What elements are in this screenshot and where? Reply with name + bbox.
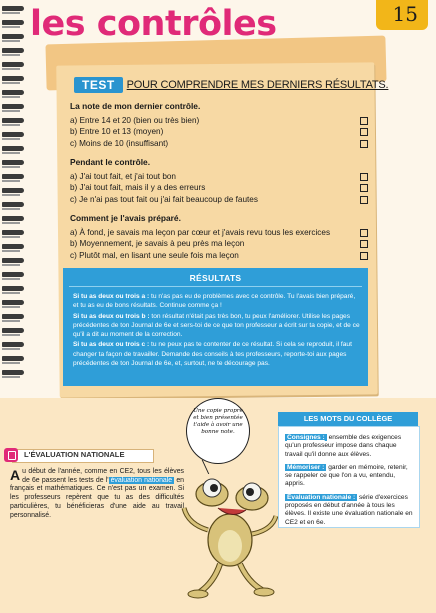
document-icon [4, 448, 18, 462]
checkbox[interactable] [360, 252, 368, 260]
option-row[interactable] [70, 115, 370, 127]
result-lead: Si tu as deux ou trois b : [73, 312, 150, 320]
checkbox[interactable] [360, 240, 368, 248]
checkbox[interactable] [360, 117, 368, 125]
question-heading: La note de mon dernier contrôle. [70, 101, 201, 111]
checkbox[interactable] [360, 140, 368, 148]
glossary-term: Évaluation nationale : [287, 493, 356, 501]
result-body: ton résultat n'était pas très bon, tu peux l'améliorer. Utilise les pages précédentes de ton Journal de 6e et sers-toi de ce que ton professeur a écrit sur ta copie, et de ce qu'il a dit au moment de la correction. [73, 312, 360, 339]
option-label: b) J'ai tout fait, mais il y a des erreurs [70, 183, 206, 192]
option-row[interactable] [70, 182, 370, 194]
evaluation-text [10, 468, 184, 520]
option-label: a) À fond, je savais ma leçon par cœur et j'avais revu tous les exercices [70, 227, 331, 237]
question-pendant [70, 157, 370, 205]
page-number-tab [376, 0, 428, 30]
glossary-term: Consignes : [287, 434, 325, 441]
glossary-entry [285, 434, 415, 459]
option-label: b) Entre 10 et 13 (moyen) [70, 127, 164, 136]
results-divider [69, 286, 362, 287]
checkbox[interactable] [360, 229, 368, 237]
option-label: a) Entre 14 et 20 (bien ou très bien) [70, 115, 200, 125]
result-item [73, 292, 361, 311]
question-heading: Comment je l'avais préparé. [70, 213, 181, 223]
option-row[interactable] [70, 138, 370, 150]
results-title: RÉSULTATS [189, 273, 242, 283]
page-number: 15 [392, 2, 418, 26]
evaluation-highlight: évaluation nationale [110, 476, 173, 484]
results-text [73, 292, 361, 369]
glossary-term: Mémoriser : [287, 463, 325, 471]
option-label: a) J'ai tout fait, et j'ai tout bon [70, 171, 176, 181]
option-row[interactable] [70, 126, 370, 138]
glossary-entry [285, 494, 415, 527]
result-item [73, 312, 361, 340]
evaluation-heading: L'ÉVALUATION NATIONALE [24, 450, 125, 459]
checkbox[interactable] [360, 184, 368, 192]
checkbox[interactable] [360, 173, 368, 181]
question-heading: Pendant le contrôle. [70, 157, 151, 167]
test-badge: TEST [74, 77, 123, 93]
evaluation-text-1: u début de l'année, comme en CE2, tous les élèves de 6e passent les tests de l' [22, 468, 184, 484]
result-item [73, 340, 361, 368]
checkbox[interactable] [360, 128, 368, 136]
question-preparation [70, 213, 370, 261]
option-row[interactable] [70, 171, 370, 183]
drop-cap: A [10, 467, 21, 483]
checkbox[interactable] [360, 196, 368, 204]
speech-bubble-text: Une copie propre et bien présentée t'aide à avoir une bonne note. [193, 408, 243, 435]
evaluation-text-2: en français et mathématiques. Ce n'est pas un examen. Si les professeurs repèrent que tu as des difficultés particulières, tu bénéficieras d'une aide au travail personnalisé. [10, 476, 184, 519]
option-label: c) Je n'ai pas tout fait ou j'ai fait beaucoup de fautes [70, 194, 258, 204]
result-body: tu n'as pas eu de problèmes avec ce contrôle. Tu l'avais bien préparé, et tu as eu de bons résultats. Continue comme ça ! [73, 293, 356, 310]
spiral-binding [0, 6, 26, 386]
option-label: c) Moins de 10 (insuffisant) [70, 138, 169, 148]
glossary-definition: garder en mémoire, retenir, se rappeler ce que l'on a vu, entendu, appris. [285, 463, 408, 488]
evaluation-header [4, 448, 160, 462]
option-row[interactable] [70, 194, 370, 206]
page-title: les contrôles [30, 4, 277, 44]
glossary-entry [285, 464, 415, 489]
glossary-heading: LES MOTS DU COLLÈGE [303, 414, 393, 423]
option-row[interactable] [70, 250, 370, 262]
glossary-definition: série d'exercices proposés en début d'année à tous les élèves. Il existe une évaluation nationale en CE2 et en 6e. [285, 493, 413, 526]
glossary-definition: ensemble des exigences qu'un professeur impose dans chaque travail qu'il donne aux élèves. [285, 434, 402, 458]
results-box [63, 268, 368, 386]
glossary-text [285, 434, 415, 532]
result-lead: Si tu as deux ou trois a : [73, 293, 150, 300]
glossary-header [278, 412, 418, 426]
option-row[interactable] [70, 238, 370, 250]
frog-mascot-illustration [178, 464, 288, 604]
option-label: b) Moyennement, je savais à peu près ma leçon [70, 239, 245, 248]
test-subtitle: POUR COMPRENDRE MES DERNIERS RÉSULTATS. [126, 79, 389, 91]
question-note [70, 101, 370, 149]
option-label: c) Plutôt mal, en lisant une seule fois ma leçon [70, 250, 239, 260]
option-row[interactable] [70, 227, 370, 239]
result-lead: Si tu as deux ou trois c : [73, 341, 150, 349]
result-body: tu ne peux pas te contenter de ce résultat. Si cela se reproduit, il faut changer ta façon de travailler. Demande des conseils à tes professeurs, reporte-toi aux pages précédentes de ton Journal de 6e, et, surtout, ne te décourage pas. [73, 341, 352, 368]
test-header [74, 77, 388, 93]
